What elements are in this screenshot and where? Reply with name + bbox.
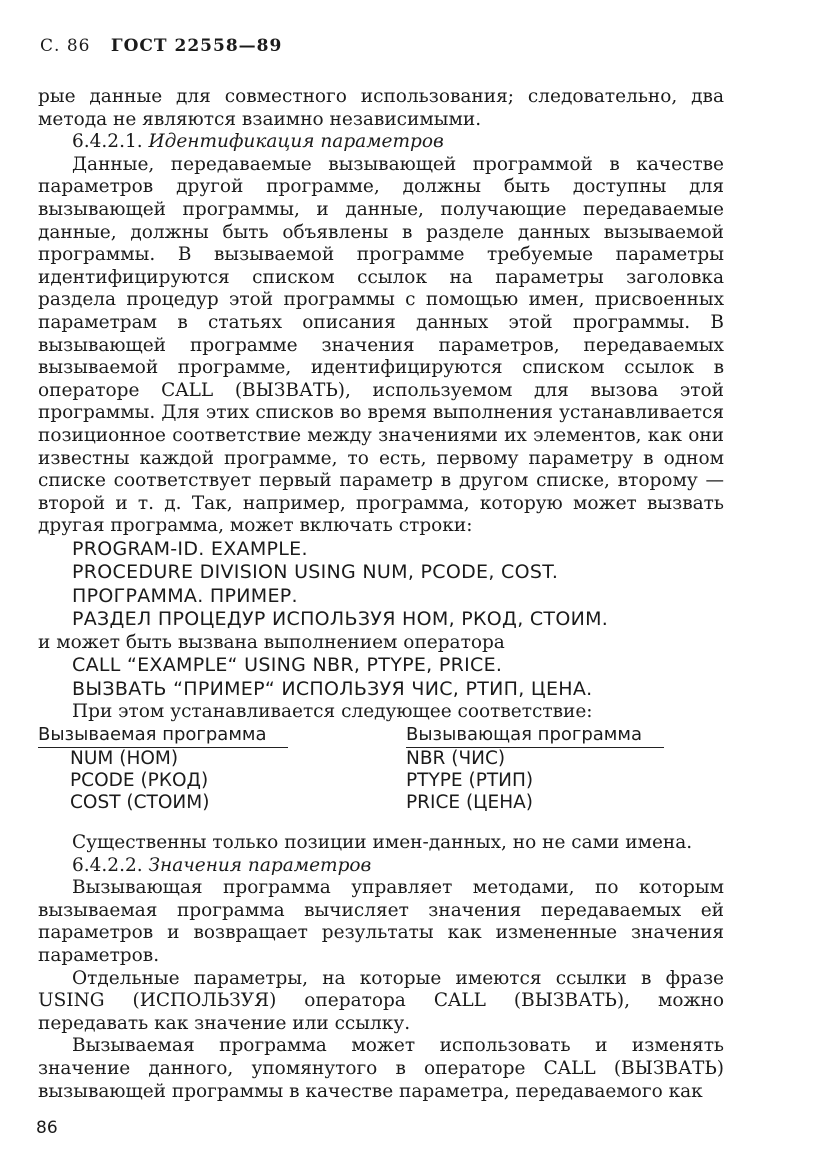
- calling-program-column: [406, 724, 664, 814]
- standard-code: ГОСТ 22558—89: [110, 36, 283, 56]
- body-paragraph: Вызываемая программа может использовать и изменять значение данного, упомянутого в операторе CALL (ВЫЗВАТЬ) вызывающей программы в качестве параметра, передаваемого как: [38, 1035, 724, 1102]
- intro-paragraph: рые данные для совместного использования; следовательно, два метода не являются взаимно независимыми.: [38, 86, 724, 130]
- table-row: COST (СТОИМ): [70, 792, 210, 813]
- table-row: PCODE (РКОД): [70, 770, 209, 791]
- page-number: 86: [36, 1118, 58, 1138]
- body-paragraph: Вызывающая программа управляет методами, по которым вызываемая программа вычисляет значения передаваемых ей параметров и возвращает результаты как измененные значения параметров.: [38, 877, 724, 966]
- code-line: ПРОГРАММА. ПРИМЕР.: [72, 584, 298, 607]
- code-line: PROGRAM-ID. EXAMPLE.: [72, 537, 308, 560]
- section-heading-6-4-2-1: [38, 131, 724, 154]
- code-block-2: [38, 654, 724, 701]
- body-paragraph: Отдельные параметры, на которые имеются ссылки в фразе USING (ИСПОЛЬЗУЯ) оператора CALL (ВЫЗВАТЬ), можно передавать как значение или ссылку.: [38, 967, 724, 1034]
- body-paragraph: Данные, передаваемые вызывающей программой в качестве параметров другой программе, должны быть доступны для вызывающей программы, и данные, получающие передаваемые данные, должны быть объявлены в разделе данных вызываемой программы. В вызываемой программе требуемые параметры идентифицируются списком ссылок на параметры заголовка раздела процедур этой программы с помощью имен, присвоенных параметрам в статьях описания данных этой программы. В вызывающей программе значения параметров, передаваемых вызываемой программе, идентифицируются списком ссылок в операторе CALL (ВЫЗВАТЬ), используемом для вызова этой программы. Для этих списков во время выполнения устанавливается позиционное соответствие между значениями их элементов, как они известны каждой программе, то есть, первому параметру в одном списке соответствует первый параметр в другом списке, второму — второй и т. д. Так, например, программа, которую может вызвать другая программа, может включать строки:: [38, 153, 724, 537]
- table-row: NBR (ЧИС): [406, 748, 506, 769]
- page-label: С. 86: [40, 36, 91, 56]
- code-block-1: [38, 538, 724, 632]
- main-text-continued: [38, 832, 724, 1103]
- page-header: [40, 36, 282, 56]
- called-program-column: [38, 724, 288, 814]
- table-row: PRICE (ЦЕНА): [406, 792, 534, 813]
- main-text: [38, 86, 724, 724]
- section-title: Значения параметров: [148, 854, 372, 876]
- column-header: Вызываемая программа: [38, 724, 288, 748]
- table-row: PTYPE (РТИП): [406, 770, 534, 791]
- note-paragraph: Существенны только позиции имен-данных, но не сами имена.: [72, 832, 693, 853]
- section-title: Идентификация параметров: [148, 131, 444, 153]
- between-text: и может быть вызвана выполнением оператора: [38, 631, 505, 653]
- section-heading-6-4-2-2: [38, 855, 724, 878]
- code-line: CALL “EXAMPLE“ USING NBR, PTYPE, PRICE.: [72, 654, 503, 677]
- code-line: PROCEDURE DIVISION USING NUM, PCODE, COST.: [72, 561, 559, 584]
- code-line: РАЗДЕЛ ПРОЦЕДУР ИСПОЛЬЗУЯ НОМ, РКОД, СТОИМ.: [72, 608, 609, 631]
- column-header: Вызывающая программа: [406, 724, 664, 748]
- section-number: 6.4.2.1.: [72, 131, 143, 153]
- correspondence-intro: При этом устанавливается следующее соответствие:: [72, 701, 593, 723]
- section-number: 6.4.2.2.: [72, 854, 143, 876]
- code-line: ВЫЗВАТЬ “ПРИМЕР“ ИСПОЛЬЗУЯ ЧИС, РТИП, ЦЕНА.: [72, 677, 593, 700]
- table-row: NUM (НОМ): [70, 748, 179, 769]
